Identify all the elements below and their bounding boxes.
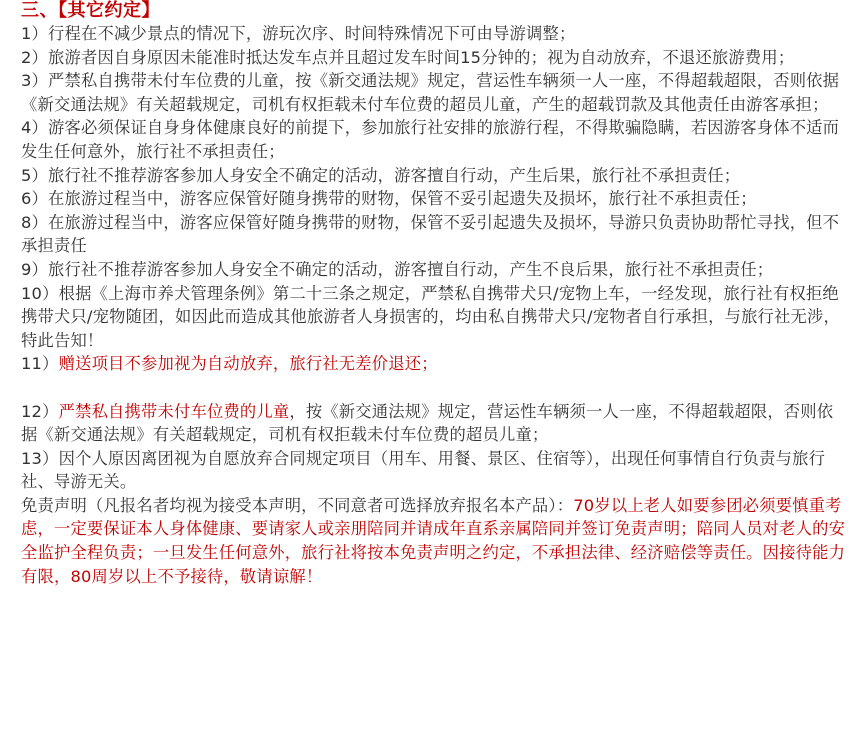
disclaimer-warning: 70岁以上老人如要参团必须要慎重考虑，一定要保证本人身体健康、要请家人或亲朋陪同并请成年直系亲属陪同并签订免责声明；陪同人员对老人的安全监护全程负责；一旦发生任何意外，旅行社将按本免责声明之约定，不承担法律、经济赔偿等责任。因接待能力有限，80周岁以上不予接待，敬请谅解！: [21, 495, 846, 586]
section-title: 三、【其它约定】: [21, 0, 160, 21]
clause-12-number: 12）: [21, 401, 59, 421]
clause-4: 4）游客必须保证自身身体健康良好的前提下，参加旅行社安排的旅游行程，不得欺骗隐瞒，若因游客身体不适而发生任何意外，旅行社不承担责任；: [21, 118, 840, 161]
clause-11: [21, 352, 849, 376]
clause-12: [21, 400, 849, 447]
clause-2: 2）旅游者因自身原因未能准时抵达发车点并且超过发车时间15分钟的；视为自动放弃，不退还旅游费用；: [21, 47, 795, 67]
clause-11-text: 赠送项目不参加视为自动放弃，旅行社无差价退还；: [58, 354, 438, 374]
clause-12-highlight: 严禁私自携带未付车位费的儿童: [58, 401, 290, 421]
clause-13: 13）因个人原因离团视为自愿放弃合同规定项目（用车、用餐、景区、住宿等），出现任何事情自行负责与旅行社、导游无关。: [21, 448, 826, 492]
clause-8: 8）在旅游过程当中，游客应保管好随身携带的财物，保管不妥引起遗失及损坏，导游只负责协助帮忙寻找，但不承担责任: [21, 212, 840, 256]
clause-6: 6）在旅游过程当中，游客应保管好随身携带的财物，保管不妥引起遗失及损坏，旅行社不承担责任；: [21, 189, 757, 209]
clause-3: 3）严禁私自携带未付车位费的儿童，按《新交通法规》规定，营运性车辆须一人一座，不得超载超限，否则依据《新交通法规》有关超载规定，司机有权拒载未付车位费的超员儿童，产生的超载罚款及其他责任由游客承担；: [21, 71, 840, 114]
clause-9: 9）旅行社不推荐游客参加人身安全不确定的活动，游客擅自行动，产生不良后果，旅行社不承担责任；: [21, 259, 774, 279]
clause-12-text: ，按《新交通法规》规定，营运性车辆须一人一座，不得超载超限，否则依据《新交通法规》有关超载规定，司机有权拒载未付车位费的超员儿童；: [21, 401, 834, 445]
blank-line: [21, 376, 849, 400]
clause-11-number: 11）: [21, 354, 59, 374]
disclaimer: [21, 494, 849, 588]
clause-1: 1）行程在不减少景点的情况下，游玩次序、时间特殊情况下可由导游调整；: [21, 24, 576, 43]
disclaimer-intro: 免责声明（凡报名者均视为接受本声明，不同意者可选择放弃报名本产品）：: [21, 495, 574, 515]
clause-5: 5）旅行社不推荐游客参加人身安全不确定的活动，游客擅自行动，产生后果，旅行社不承担责任；: [21, 165, 741, 185]
clause-10: 10）根据《上海市养犬管理条例》第二十三条之规定，严禁私自携带犬只/宠物上车，一经发现，旅行社有权拒绝携带犬只/宠物随团，如因此而造成其他旅游者人身损害的，均由私自携带犬只/宠物者自行承担，与旅行社无涉，特此告知！: [21, 283, 840, 350]
